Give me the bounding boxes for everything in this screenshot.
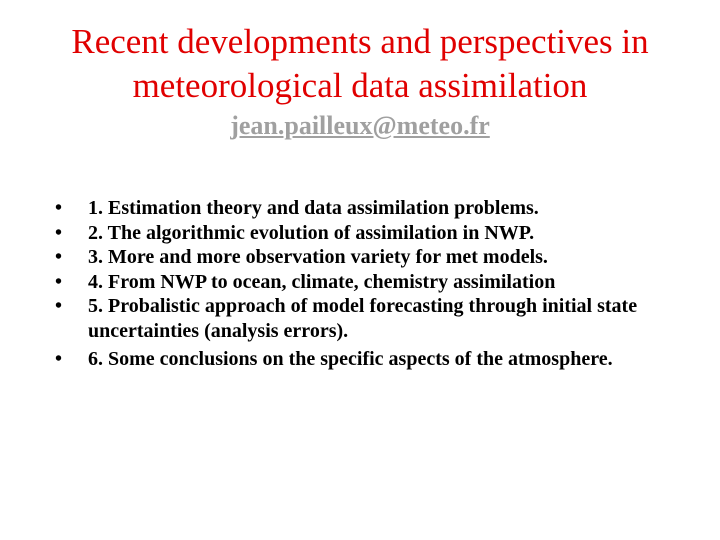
author-email-link[interactable]: jean.pailleux@meteo.fr [230,111,490,140]
bullet-text-4: 4. From NWP to ocean, climate, chemistry assimilation [88,270,556,293]
bullet-item-6 [55,347,695,372]
slide-title-line-2: meteorological data assimilation [132,66,588,105]
slide-title-line-1: Recent developments and perspectives in [71,22,649,61]
bullet-item-3 [55,245,695,270]
bullet-item-2 [55,221,695,246]
bullet-dot: • [55,270,63,293]
bullet-text-5: 5. Probalistic approach of model forecasting through initial state uncertainties (analysis errors). [88,295,638,342]
bullet-dot: • [55,348,63,370]
bullet-dot: • [55,221,63,244]
bullet-dot: • [55,246,63,268]
bullet-item-1 [55,196,695,221]
bullet-item-4 [55,270,695,295]
bullet-item-5 [55,294,695,343]
bullet-dot: • [55,197,63,219]
bullet-text-3: 3. More and more observation variety for met models. [88,246,548,268]
bullet-text-1: 1. Estimation theory and data assimilation problems. [88,197,539,219]
bullet-list [55,196,695,372]
bullet-text-2: 2. The algorithmic evolution of assimilation in NWP. [88,221,535,244]
author-email [0,110,720,142]
bullet-dot: • [55,295,63,317]
slide-title [0,20,720,108]
bullet-text-6: 6. Some conclusions on the specific aspects of the atmosphere. [88,348,613,370]
